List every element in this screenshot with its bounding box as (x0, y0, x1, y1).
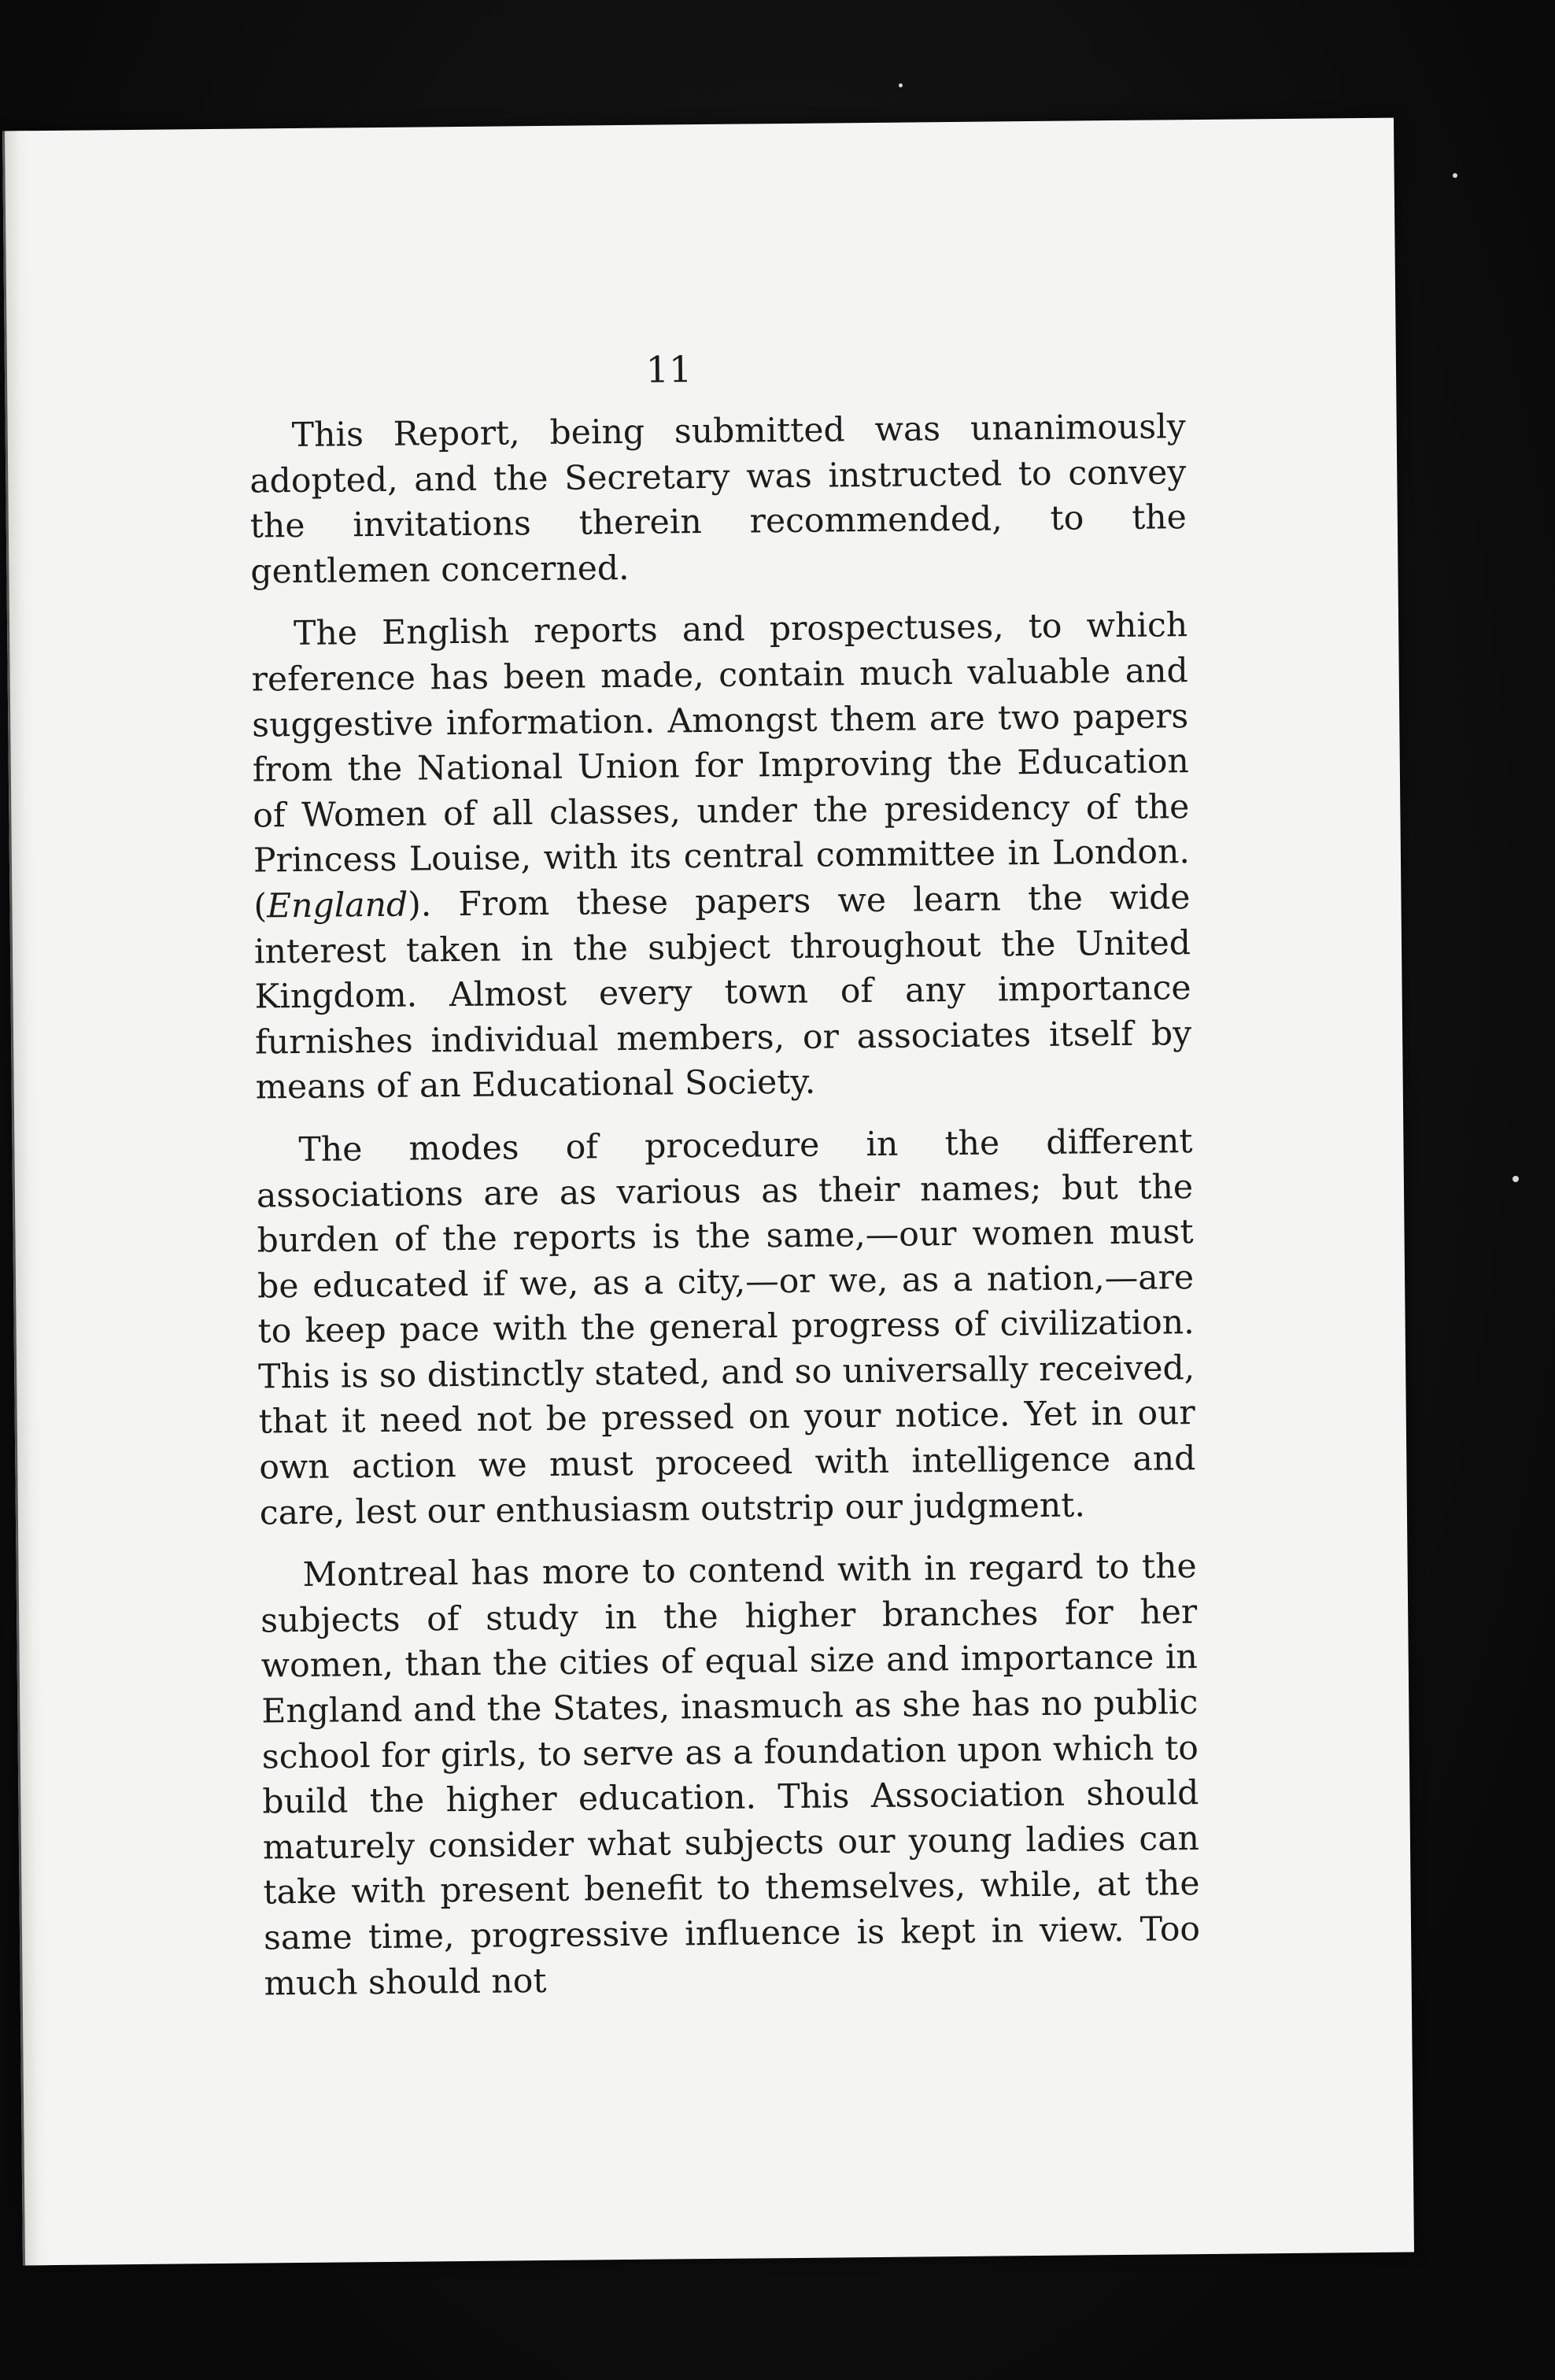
paragraph-2-part-2: ). From these papers we learn the wide interest taken in the subject throughout the United Kingdom. Almost every town of any importance furnishes individual members, or associates itself by means of an Educational Society. (253, 878, 1192, 1107)
body-text (249, 405, 1201, 2024)
book-page (2, 118, 1414, 2266)
paragraph-2-part-1: The English reports and prospectuses, to which reference has been made, contain much valuable and suggestive information. Amongst them are two papers from the National Union for Improving the Education of Women of all classes, under the presidency of the Princess Louise, with its central committee in London. ( (251, 606, 1191, 926)
paragraph-2-emphasis: England (266, 885, 408, 926)
scan-speck (1453, 173, 1457, 178)
page-number: 11 (645, 348, 693, 391)
paragraph-3: The modes of procedure in the different associations are as various as their names; but the burden of the reports is the same,—our women must be educated if we, as a city,—or we, as a nation,—are to keep pace with the general progress of civilization. This is so distinctly stated, and so universally received, that it need not be pressed on your notice. Yet in our own action we must proceed with intelligence and care, lest our enthusiasm outstrip our judgment. (256, 1122, 1196, 1533)
paragraph-4: Montreal has more to contend with in regard to the subjects of study in the higher branches for her women, than the cities of equal size and importance in England and the States, inasmuch as she has no public school for girls, to serve as a foundation upon which to build the higher education. This Association should maturely consider what subjects our young ladies can take with present benefit to themselves, while, at the same time, progressive influence is kept in view. Too much should not (260, 1547, 1201, 2004)
paragraph-1: This Report, being submitted was unanimously adopted, and the Secretary was instructed to convey the invitations therein recommended, to the gentlemen concerned. (249, 408, 1187, 592)
paragraph-2 (251, 603, 1192, 1111)
scan-speck (899, 83, 903, 87)
scan-speck (1513, 1176, 1519, 1182)
